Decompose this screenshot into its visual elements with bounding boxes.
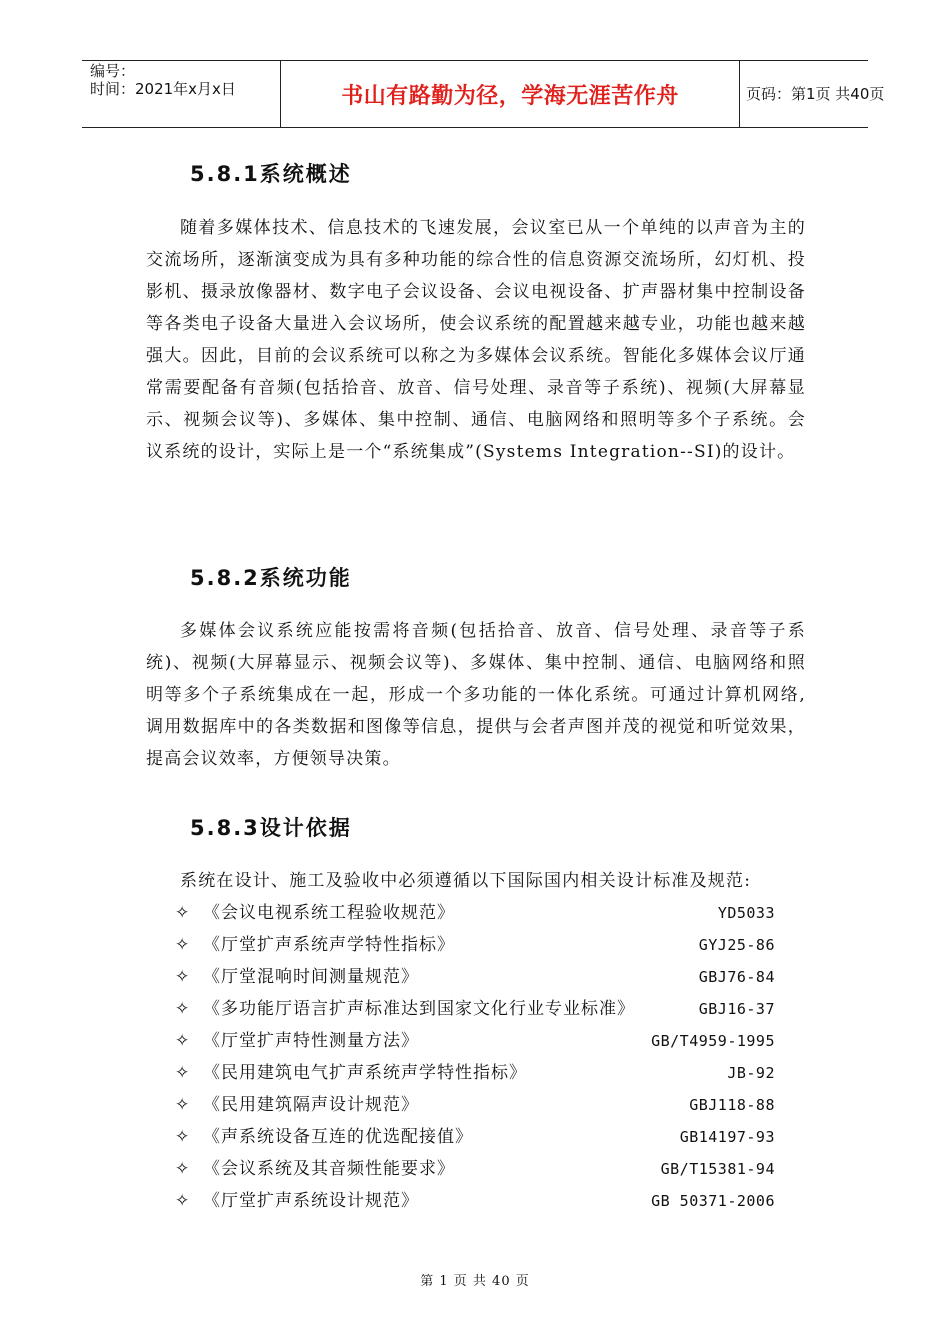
standard-code: GB/T4959-1995 bbox=[651, 1032, 775, 1050]
standard-name: 《厅堂扩声特性测量方法》 bbox=[203, 1031, 419, 1051]
diamond-bullet-icon: ✧ bbox=[175, 1127, 191, 1147]
standard-name: 《厅堂扩声系统声学特性指标》 bbox=[203, 935, 455, 955]
diamond-bullet-icon: ✧ bbox=[175, 903, 191, 923]
section-body-overview bbox=[146, 212, 806, 468]
standard-code: GBJ16-37 bbox=[698, 1000, 775, 1018]
section-heading-functions: 5.8.2系统功能 bbox=[190, 566, 352, 590]
standard-item bbox=[175, 998, 775, 1030]
standard-name: 《民用建筑电气扩声系统声学特性指标》 bbox=[203, 1063, 527, 1083]
standard-code: GB/T15381-94 bbox=[660, 1160, 775, 1178]
overview-paragraph: 随着多媒体技术、信息技术的飞速发展，会议室已从一个单纯的以声音为主的交流场所，逐渐演变成为具有多种功能的综合性的信息资源交流场所，幻灯机、投影机、摄录放像器材、数字电子会议设备、会议电视设备、扩声器材集中控制设备等各类电子设备大量进入会议场所，使会议系统的配置越来越专业，功能也越来越强大。因此，目前的会议系统可以称之为多媒体会议系统。智能化多媒体会议厅通常需要配备有音频(包括拾音、放音、信号处理、录音等子系统)、视频(大屏幕显示、视频会议等)、多媒体、集中控制、通信、电脑网络和照明等多个子系统。会议系统的设计，实际上是一个“系统集成”(Systems Integration--SI)的设计。 bbox=[146, 218, 806, 462]
document-time-label: 时间：2021年x月x日 bbox=[90, 80, 236, 98]
standard-item bbox=[175, 1158, 775, 1190]
diamond-bullet-icon: ✧ bbox=[175, 1063, 191, 1083]
standard-name: 《会议电视系统工程验收规范》 bbox=[203, 903, 455, 923]
header-page-cell bbox=[738, 61, 885, 127]
standard-item bbox=[175, 1094, 775, 1126]
diamond-bullet-icon: ✧ bbox=[175, 935, 191, 955]
design-basis-intro: 系统在设计、施工及验收中必须遵循以下国际国内相关设计标准及规范: bbox=[180, 871, 752, 891]
page-footer: 第 1 页 共 40 页 bbox=[420, 1274, 530, 1289]
diamond-bullet-icon: ✧ bbox=[175, 1159, 191, 1179]
standard-name: 《民用建筑隔声设计规范》 bbox=[203, 1095, 419, 1115]
standard-name: 《声系统设备互连的优选配接值》 bbox=[203, 1127, 473, 1147]
section-heading-design-basis: 5.8.3设计依据 bbox=[190, 816, 352, 840]
section-body-functions bbox=[146, 615, 806, 775]
standard-code: GB 50371-2006 bbox=[651, 1192, 775, 1210]
header-motto-cell bbox=[280, 61, 740, 127]
diamond-bullet-icon: ✧ bbox=[175, 1095, 191, 1115]
document-number-label: 编号： bbox=[90, 62, 136, 80]
standard-code: GB14197-93 bbox=[679, 1128, 775, 1146]
header-motto: 书山有路勤为径，学海无涯苦作舟 bbox=[341, 84, 679, 109]
standard-item bbox=[175, 1126, 775, 1158]
section-heading-overview: 5.8.1系统概述 bbox=[190, 162, 352, 186]
header-meta bbox=[82, 61, 280, 127]
page-header bbox=[82, 60, 885, 128]
header-page-info: 页码：第1页 共40页 bbox=[746, 85, 885, 103]
diamond-bullet-icon: ✧ bbox=[175, 1031, 191, 1051]
standard-code: YD5033 bbox=[717, 904, 775, 922]
standard-code: GBJ76-84 bbox=[698, 968, 775, 986]
functions-paragraph: 多媒体会议系统应能按需将音频(包括拾音、放音、信号处理、录音等子系统)、视频(大屏幕显示、视频会议等)、多媒体、集中控制、通信、电脑网络和照明等多个子系统集成在一起，形成一个多功能的一体化系统。可通过计算机网络,调用数据库中的各类数据和图像等信息，提供与会者声图并茂的视觉和听觉效果，提高会议效率，方便领导决策。 bbox=[146, 621, 806, 769]
standard-name: 《厅堂扩声系统设计规范》 bbox=[203, 1191, 419, 1211]
standard-code: JB-92 bbox=[727, 1064, 775, 1082]
standard-item bbox=[175, 1030, 775, 1062]
diamond-bullet-icon: ✧ bbox=[175, 999, 191, 1019]
diamond-bullet-icon: ✧ bbox=[175, 1191, 191, 1211]
standard-name: 《厅堂混响时间测量规范》 bbox=[203, 967, 419, 987]
standard-item bbox=[175, 934, 775, 966]
standard-item bbox=[175, 1190, 775, 1222]
standards-list bbox=[175, 902, 775, 1222]
standard-item bbox=[175, 902, 775, 934]
standard-code: GYJ25-86 bbox=[698, 936, 775, 954]
standard-name: 《会议系统及其音频性能要求》 bbox=[203, 1159, 455, 1179]
standard-code: GBJ118-88 bbox=[689, 1096, 775, 1114]
standard-item bbox=[175, 1062, 775, 1094]
standard-item bbox=[175, 966, 775, 998]
diamond-bullet-icon: ✧ bbox=[175, 967, 191, 987]
standard-name: 《多功能厅语言扩声标准达到国家文化行业专业标准》 bbox=[203, 999, 635, 1019]
